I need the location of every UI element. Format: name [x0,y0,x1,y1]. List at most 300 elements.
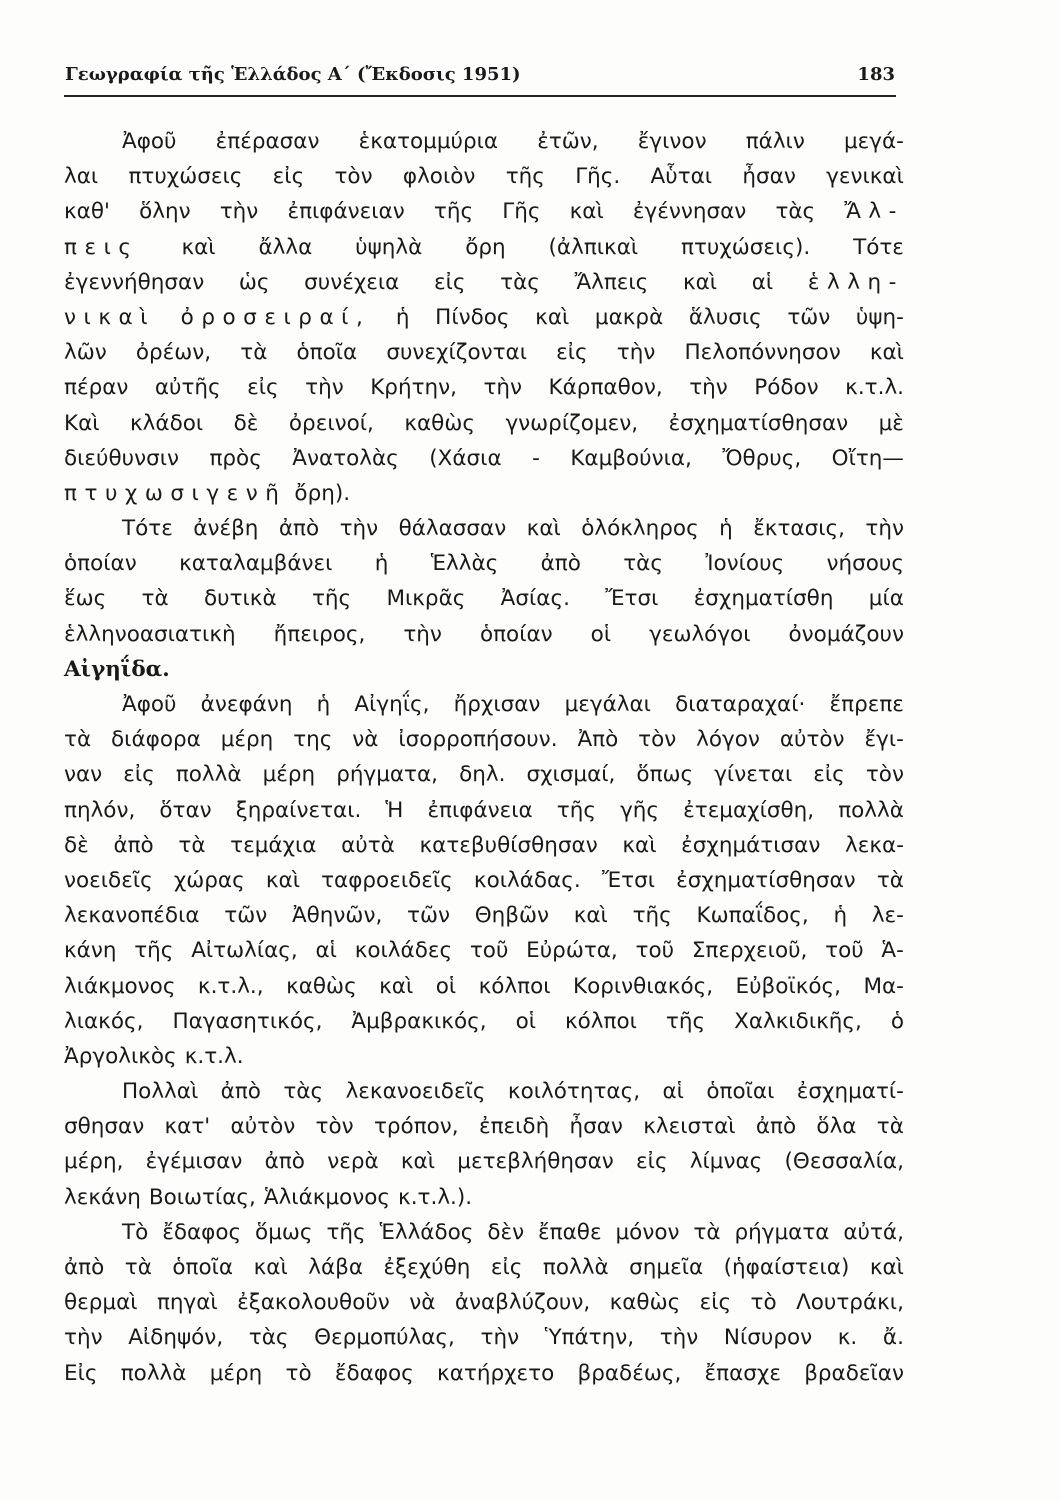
text-line [64,969,904,1004]
word: λόγον [696,727,760,753]
word: κοιλάδας. [473,867,581,893]
word: εἰς [813,762,845,788]
word: διαταραχαί· [675,692,806,717]
word: Ἄλπεις [574,269,649,295]
word: ἦσαν [569,1114,623,1140]
text-line [64,793,904,828]
text-line [64,863,904,898]
word: ἑκατομμύρια [358,129,499,154]
word: ὅπως [636,762,694,788]
word: τῶν [787,304,831,330]
word: κ.τ.λ. [184,1043,244,1069]
word: κατ' [164,1114,211,1140]
word: εἰς [272,164,305,190]
text-line [64,617,904,652]
word: δὲν [487,1219,525,1245]
word: Αἰγηΐς, [354,692,430,717]
word: ὁλόκληρος [581,516,699,542]
word: τὰς [500,269,540,295]
word: Ἀθηνῶν, [291,903,383,929]
text-line [64,159,904,194]
word: ὄρη [465,234,506,260]
word: πολλὰ [542,1255,609,1280]
word: τὸ [750,1290,777,1316]
word: Ἡ [385,797,404,823]
word: καθὼς [404,410,475,436]
word: μεγά- [843,129,904,154]
word: μέρη [209,1360,263,1386]
word: τῆς [134,938,174,964]
word: Παγασητικός, [172,1008,323,1034]
word: τὴν [865,516,904,542]
word: Ἀπὸ [577,727,619,753]
word: καθὼς [609,1290,681,1316]
text-line [64,757,904,792]
word: αὐτὸν [779,727,845,753]
word: καθὼς [286,973,357,999]
word: βραδέως, [577,1360,682,1386]
word: ὅλα [816,1114,857,1140]
word: λε- [871,903,904,929]
word: μακρὰ [594,304,664,330]
word: Νίσυρον [723,1325,813,1351]
word: Αἰδηψόν, [128,1325,224,1351]
word: της [293,727,333,753]
word: τὴν [219,199,259,225]
word: γενικαὶ [826,164,904,190]
word: κ. [837,1325,858,1351]
word: θερμαὶ [64,1290,138,1316]
word: καὶ [569,199,604,225]
text-line [64,1039,904,1074]
word: τὴν [403,621,442,647]
word: τὰ [693,1219,721,1245]
text-line [64,652,904,687]
word: ἡ [395,304,410,330]
word: ναν [64,762,103,788]
word: ἤπειρος, [273,621,366,647]
word: ὁ [890,1008,904,1034]
word: μεγάλαι [564,692,651,717]
word: τὰ [240,340,268,366]
word: καὶ [535,304,570,330]
word: εἰς [636,1149,668,1175]
word: καὶ [379,973,414,999]
word: τὸν [638,727,677,753]
word: πτυχωσιγενῆ [64,480,287,506]
word: Αἰτωλίας, [191,938,298,964]
word: ὁποῖαι [706,1079,775,1105]
word: ἡ [374,551,389,577]
word: ἐτεμαχίσθη, [683,797,815,823]
word: ἀπὸ [278,516,320,542]
word: ἔγι- [864,727,904,753]
word: Μα- [863,973,904,999]
word: νοειδεῖς [64,867,153,893]
word: Ἀργολικὸς [64,1043,177,1069]
word: τῶν [224,903,268,929]
word: ἀνέβη [193,516,259,542]
word: (Χάσια [429,445,502,471]
word: Κρήτην, [370,375,457,401]
word: τὰς [775,199,816,225]
word: ἄ. [882,1325,904,1351]
word: λεκα- [845,832,904,858]
word: καὶ [869,340,904,366]
word: ἐξεχύθη [383,1255,471,1280]
word: δὲ [233,410,259,436]
word: τὸν [334,164,373,190]
word: ἐτῶν, [537,129,599,154]
word: μὲ [878,410,904,436]
word: ὅταν [159,797,212,823]
word: σχισμαί, [526,762,616,788]
word: τὴν [339,516,379,542]
word: ἦσαν [742,164,796,190]
text-line [64,1109,904,1144]
header-rule [64,95,896,97]
word: σθησαν [64,1114,145,1140]
word: πέραν [64,375,129,401]
word: κοιλάδες [354,938,453,964]
word: Θηβῶν [474,903,549,929]
word: ἐπέρασαν [215,129,320,154]
running-header [65,64,895,85]
word: εἰς [433,269,466,295]
word: Ἰονίους [705,551,785,577]
word: τὸν [865,762,904,788]
text-line [64,511,904,546]
word: γνωρίζομεν, [505,410,639,436]
word: Ἔτσι [601,867,655,893]
word: τὰς [248,1325,289,1351]
text-line [64,1180,904,1215]
word: τοῦ [635,938,675,964]
word: μόνον [615,1219,680,1245]
word: καὶ [181,234,216,260]
word: Ἀσίας. [500,586,570,612]
word: κ.τ.λ. [845,375,904,401]
word: Ἑλλάδος [379,1219,474,1245]
text-line [64,687,904,722]
word: λίμνας [689,1149,763,1175]
text-line [64,476,904,511]
word: τὰ [876,867,904,893]
text-line [64,194,904,229]
word: τὰ [141,586,169,612]
word: Πελοπόννησον [684,340,841,366]
word: (ἀλπικαὶ [548,234,639,260]
word: λιακός, [64,1008,144,1034]
word: αὐτὰ [341,832,395,858]
word: (ἡφαίστεια) [723,1255,850,1280]
word: Αὗται [650,164,713,190]
word: οἱ [590,621,612,647]
word: Ἄλ- [844,199,904,225]
word: πολλὰ [120,1360,187,1386]
word: ρήγματα, [336,762,439,788]
word: Τότε [122,516,173,542]
text-line [64,1074,904,1109]
text-line [64,898,904,933]
word: Ἑλλὰς [430,551,499,577]
word: πηγαὶ [156,1290,218,1316]
word: ἐπειδὴ [478,1114,550,1140]
word: τῆς [505,164,545,190]
word: νήσους [826,551,904,577]
word: Ἁλιάκμονος [263,1184,391,1210]
word: συνεχίζονται [386,340,528,366]
word: σημεῖα [629,1255,704,1280]
word: δηλ. [459,762,506,788]
word: τὴν [480,1325,520,1351]
word: τὸ [285,1360,312,1386]
word: ἐσχημάτισαν [681,832,821,858]
text-line [64,441,904,476]
word: πρὸς [209,445,262,471]
word: ἔδαφος [334,1360,414,1386]
word: Ἀφοῦ [122,692,177,717]
word: λεκανοειδεῖς [345,1079,486,1105]
word: καὶ [400,1149,436,1175]
word: ἀπὸ [540,551,581,577]
text-line [64,1320,904,1355]
word: αἱ [751,269,774,295]
word: γεωλόγοι [649,621,751,647]
word: λῶν [64,340,107,366]
body-text [64,124,904,1391]
word: τὴν [616,340,656,366]
word: πεις [64,234,139,260]
text-line [64,581,904,616]
text-line [64,335,904,370]
word: κόλποι [564,1008,637,1034]
text-line [64,1250,904,1285]
word: τὰς [623,551,663,577]
word: τὴν [689,375,728,401]
word: εἰς [490,1255,523,1280]
word: αὐτὸν [230,1114,296,1140]
word: τὰ [64,727,92,753]
word: ἰσορροπήσουν. [398,727,558,753]
word: Ρόδον [754,375,819,401]
word: ὁποίαν [479,621,553,647]
word: τῆς [556,797,596,823]
word: χώρας [173,867,245,893]
word: ὅμως [255,1219,313,1245]
text-line [64,546,904,581]
word: ἀπὸ [220,1079,261,1105]
word: διάφορα [111,727,201,753]
bold-term: Αἰγηΐδα. [64,656,170,682]
word: αὐτῆς [154,375,221,401]
word: ἀπὸ [113,832,154,858]
word: καὶ [573,903,608,929]
word: Μικρᾶς [386,586,466,612]
word: κλάδοι [130,410,204,436]
word: ἕως [64,586,107,612]
word: καὶ [869,1255,904,1280]
word: Εἰς [64,1360,98,1386]
word: - [532,445,540,471]
header-title: Γεωγραφία τῆς Ἑλλάδος Α΄ (Ἔκδοσις 1951) [65,64,521,85]
word: φλοιὸν [402,164,476,190]
word: ἔγινον [637,129,707,154]
word: ὅλην [139,199,191,225]
text-line [64,300,904,335]
word: κ.τ.λ.). [398,1184,473,1210]
word: τὰ [876,1114,904,1140]
word: ἐγέννησαν [632,199,747,225]
word: κοιλότητας, [507,1079,641,1105]
text-line [64,1285,904,1320]
word: Ὑπάτην, [544,1325,635,1351]
word: τοῦ [469,938,509,964]
word: ἀπὸ [755,1114,797,1140]
word: ὑψη- [855,304,904,330]
word: Καὶ [64,410,100,436]
word: ἑλληνοασιατικὴ [64,621,236,647]
word: ρήγματα [734,1219,830,1245]
text-line [64,370,904,405]
word: τὰς [283,1079,324,1105]
text-line [64,124,904,159]
word: τοῦ [825,938,864,964]
text-line [64,1215,904,1250]
word: νὰ [352,727,379,753]
word: μία [868,586,904,612]
word: τῆς [665,1008,706,1034]
word: ταφροειδεῖς [321,867,453,893]
word: γίνεται [714,762,793,788]
word: ἔκτασις, [753,516,845,542]
word: ὡς [238,269,270,295]
word: βραδεῖαν [804,1360,904,1386]
word: ἄλλα [258,234,313,260]
word: κ.τ.λ., [197,973,264,999]
word: κλεισταὶ [643,1114,736,1140]
word: μέρη, [64,1149,124,1175]
word: πτυχώσεις [128,164,243,190]
word: ὄρη). [294,480,351,506]
word: πτυχώσεις). [681,234,811,260]
word: νὰ [409,1290,436,1316]
word: ἔπρεπε [829,692,904,717]
word: οἱ [435,973,457,999]
word: (Θεσσαλία, [784,1149,904,1175]
word: πολλὰ [838,797,904,823]
word: ἔπασχε [704,1360,781,1386]
word: ἔπαθε [538,1219,602,1245]
word: καὶ [265,867,300,893]
word: καὶ [253,1255,288,1280]
word: Οἴτη— [831,445,904,471]
word: τρόπον, [373,1114,459,1140]
word: ἐγέμισαν [145,1149,243,1175]
word: Πίνδος [435,304,510,330]
text-line [64,265,904,300]
word: εἰς [556,340,588,366]
word: Ἔτσι [605,586,659,612]
word: εἰς [247,375,279,401]
word: ὑψηλὰ [355,234,423,260]
word: εἰς [123,762,155,788]
text-line [64,722,904,757]
word: αὐτά, [843,1219,904,1245]
word: Εὐβοϊκός, [735,973,841,999]
word: Εὐρώτα, [526,938,618,964]
word: διεύθυνσιν [64,445,180,471]
word: Γῆς. [575,164,621,190]
text-line [64,828,904,863]
word: ἐσχηματίσθη [693,586,834,612]
word: κατήρχετο [437,1360,555,1386]
word: μέρη [220,727,274,753]
word: μετεβλήθησαν [457,1149,614,1175]
text-line [64,933,904,968]
word: ἀνεφάνη [200,692,293,717]
word: νερὰ [327,1149,379,1175]
text-line [64,406,904,441]
word: τὰ [124,1255,152,1280]
word: ἀπὸ [64,1255,105,1280]
word: Τότε [853,234,904,260]
word: τὴν [483,375,523,401]
word: Θερμοπύλας, [314,1325,455,1351]
word: ἀπὸ [264,1149,305,1175]
text-line [64,1356,904,1391]
word: ἐσχηματίσθησαν [668,410,849,436]
word: Ὄθρυς, [722,445,802,471]
word: τῆς [311,586,352,612]
word: κόλποι [478,973,551,999]
word: τῆς [632,903,672,929]
word: τῆς [433,199,474,225]
word: ὀρέων, [135,340,212,366]
word: τεμάχια [230,832,317,858]
word: λεκανοπέδια [64,903,200,929]
word: λιάκμονος [64,973,176,999]
page-number: 183 [857,64,895,85]
word: καθ' [64,199,110,225]
word: Κορινθιακός, [573,973,714,999]
word: λεκάνη [64,1184,141,1210]
word: λαι [64,164,99,190]
word: ἐσχηματίσθησαν [676,867,856,893]
word: τὰ [178,832,206,858]
word: Λουτράκι, [796,1290,904,1316]
word: τῆς [326,1219,366,1245]
word: κατεβυθίσθησαν [419,832,598,858]
word: νικαὶ [64,304,156,330]
word: ἐπιφάνειαν [287,199,405,225]
word: ἐσχηματί- [796,1079,904,1105]
word: Ἀφοῦ [122,129,177,154]
word: Ἀμβρακικός, [351,1008,487,1034]
word: ἔδαφος [162,1219,242,1245]
text-line [64,230,904,265]
word: ἡ [833,903,848,929]
word: Κωπαΐδος, [696,903,809,929]
word: πολλὰ [175,762,242,788]
word: κάνη [64,938,117,964]
word: ὀρεινοί, [288,410,374,436]
word: ἐγεννήθησαν [64,269,205,295]
word: Τὸ [122,1219,149,1245]
word: Γῆς [502,199,541,225]
word: λάβα [308,1255,364,1280]
word: Σπερχειοῦ, [691,938,808,964]
